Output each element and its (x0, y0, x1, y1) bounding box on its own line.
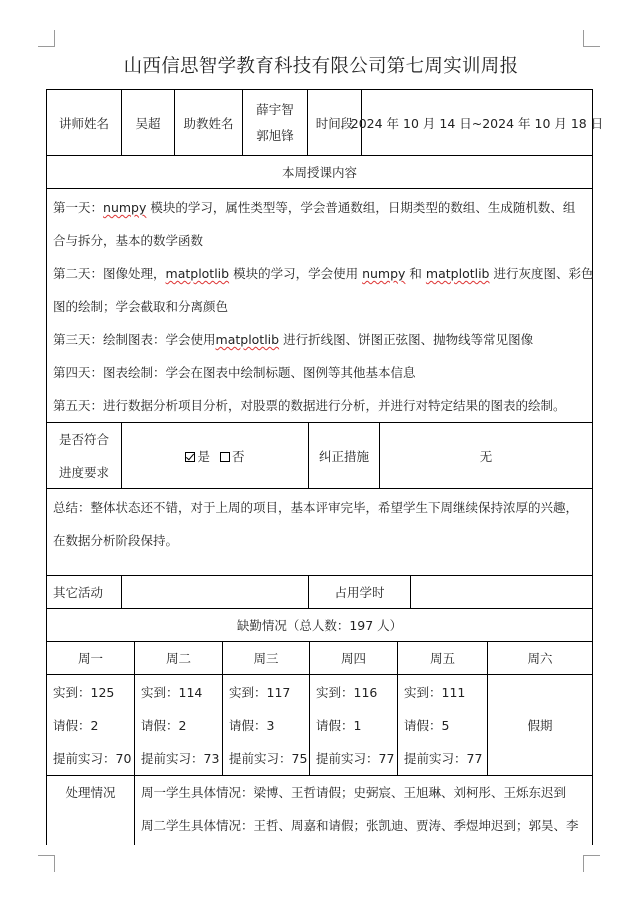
assistant-label: 助教姓名 (174, 89, 243, 156)
assistant-name-1: 薛宇智 (256, 101, 294, 117)
handling-details (134, 775, 593, 845)
attendance-tue: 实到：114 请假：2 提前实习：73 (134, 674, 223, 776)
other-activity-value (121, 575, 309, 609)
assistant-names (242, 89, 308, 156)
day-header-wed: 周三 (222, 641, 310, 675)
attendance-wed: 实到：117 请假：3 提前实习：75 (222, 674, 310, 776)
correction-label: 纠正措施 (308, 422, 380, 489)
summary-line-2: 在数据分析阶段保持。 (53, 533, 179, 548)
assistant-name-2: 郭旭锋 (256, 127, 294, 143)
summary-line-1: 总结：整体状态还不错，对于上周的项目，基本评审完毕，希望学生下周继续保持浓厚的兴趣， (53, 500, 579, 515)
crop-mark-bottom-right (583, 855, 600, 872)
day2-line-2: 图的绘制；学会截取和分离颜色 (53, 299, 229, 314)
other-activity-label: 其它活动 (46, 575, 122, 609)
day-header-fri: 周五 (397, 641, 488, 675)
day-header-sat: 周六 (487, 641, 593, 675)
day4-line: 第四天：图表绘制：学会在图表中绘制标题、图例等其他基本信息 (53, 365, 416, 380)
day3-line: 第三天：绘制图表：学会使用matplotlib 进行折线图、饼图正弦图、抛物线等常见图像 (53, 332, 534, 347)
correction-value: 无 (379, 422, 593, 489)
progress-label: 是否符合 进度要求 (46, 422, 122, 489)
attendance-fri: 实到：111 请假：5 提前实习：77 (397, 674, 488, 776)
lecturer-label: 讲师姓名 (46, 89, 122, 156)
day5-line: 第五天：进行数据分析项目分析，对股票的数据进行分析，并进行对特定结果的图表的绘制。 (53, 398, 566, 413)
handling-line-2: 周二学生具体情况：王哲、周嘉和请假；张凯迪、贾涛、季煜坤迟到；郭昊、李 (141, 818, 579, 833)
day1-line-2: 合与拆分，基本的数学函数 (53, 233, 204, 248)
checkbox-no-icon[interactable] (220, 452, 230, 462)
option-no: 否 (231, 448, 245, 464)
report-title: 山西信思智学教育科技有限公司第七周实训周报 (123, 56, 519, 77)
checkbox-yes-icon[interactable] (185, 452, 195, 462)
content-header: 本周授课内容 (46, 155, 593, 189)
summary (46, 488, 593, 576)
attendance-thu: 实到：116 请假：1 提前实习：77 (309, 674, 398, 776)
hours-label: 占用学时 (308, 575, 411, 609)
period-label: 时间段 (307, 89, 362, 156)
day-header-tue: 周二 (134, 641, 223, 675)
day2-line-1: 第二天：图像处理，matplotlib 模块的学习，学会使用 numpy 和 matplotlib 进行灰度图、彩色 (53, 266, 594, 281)
period-value: 2024 年 10 月 14 日~2024 年 10 月 18 日 (361, 89, 593, 156)
attendance-mon: 实到：125 请假：2 提前实习：70 (46, 674, 135, 776)
day-header-thu: 周四 (309, 641, 398, 675)
lecturer-name: 吴超 (121, 89, 175, 156)
content-body (46, 188, 593, 423)
progress-options (121, 422, 309, 489)
crop-mark-top-left (38, 30, 55, 47)
attendance-header: 缺勤情况（总人数：197 人） (46, 608, 593, 642)
day1-line-1: 第一天：numpy 模块的学习，属性类型等，学会普通数组，日期类型的数组、生成随机数、组 (53, 200, 576, 215)
handling-label: 处理情况 (46, 775, 135, 845)
option-yes: 是 (197, 448, 210, 464)
hours-value (410, 575, 593, 609)
crop-mark-bottom-left (38, 855, 55, 872)
day-header-mon: 周一 (46, 641, 135, 675)
crop-mark-top-right (583, 30, 600, 47)
handling-line-1: 周一学生具体情况：梁博、王哲请假；史弼宸、王旭琳、刘柯彤、王烁东迟到 (141, 785, 567, 800)
attendance-sat: 假期 (487, 674, 593, 776)
